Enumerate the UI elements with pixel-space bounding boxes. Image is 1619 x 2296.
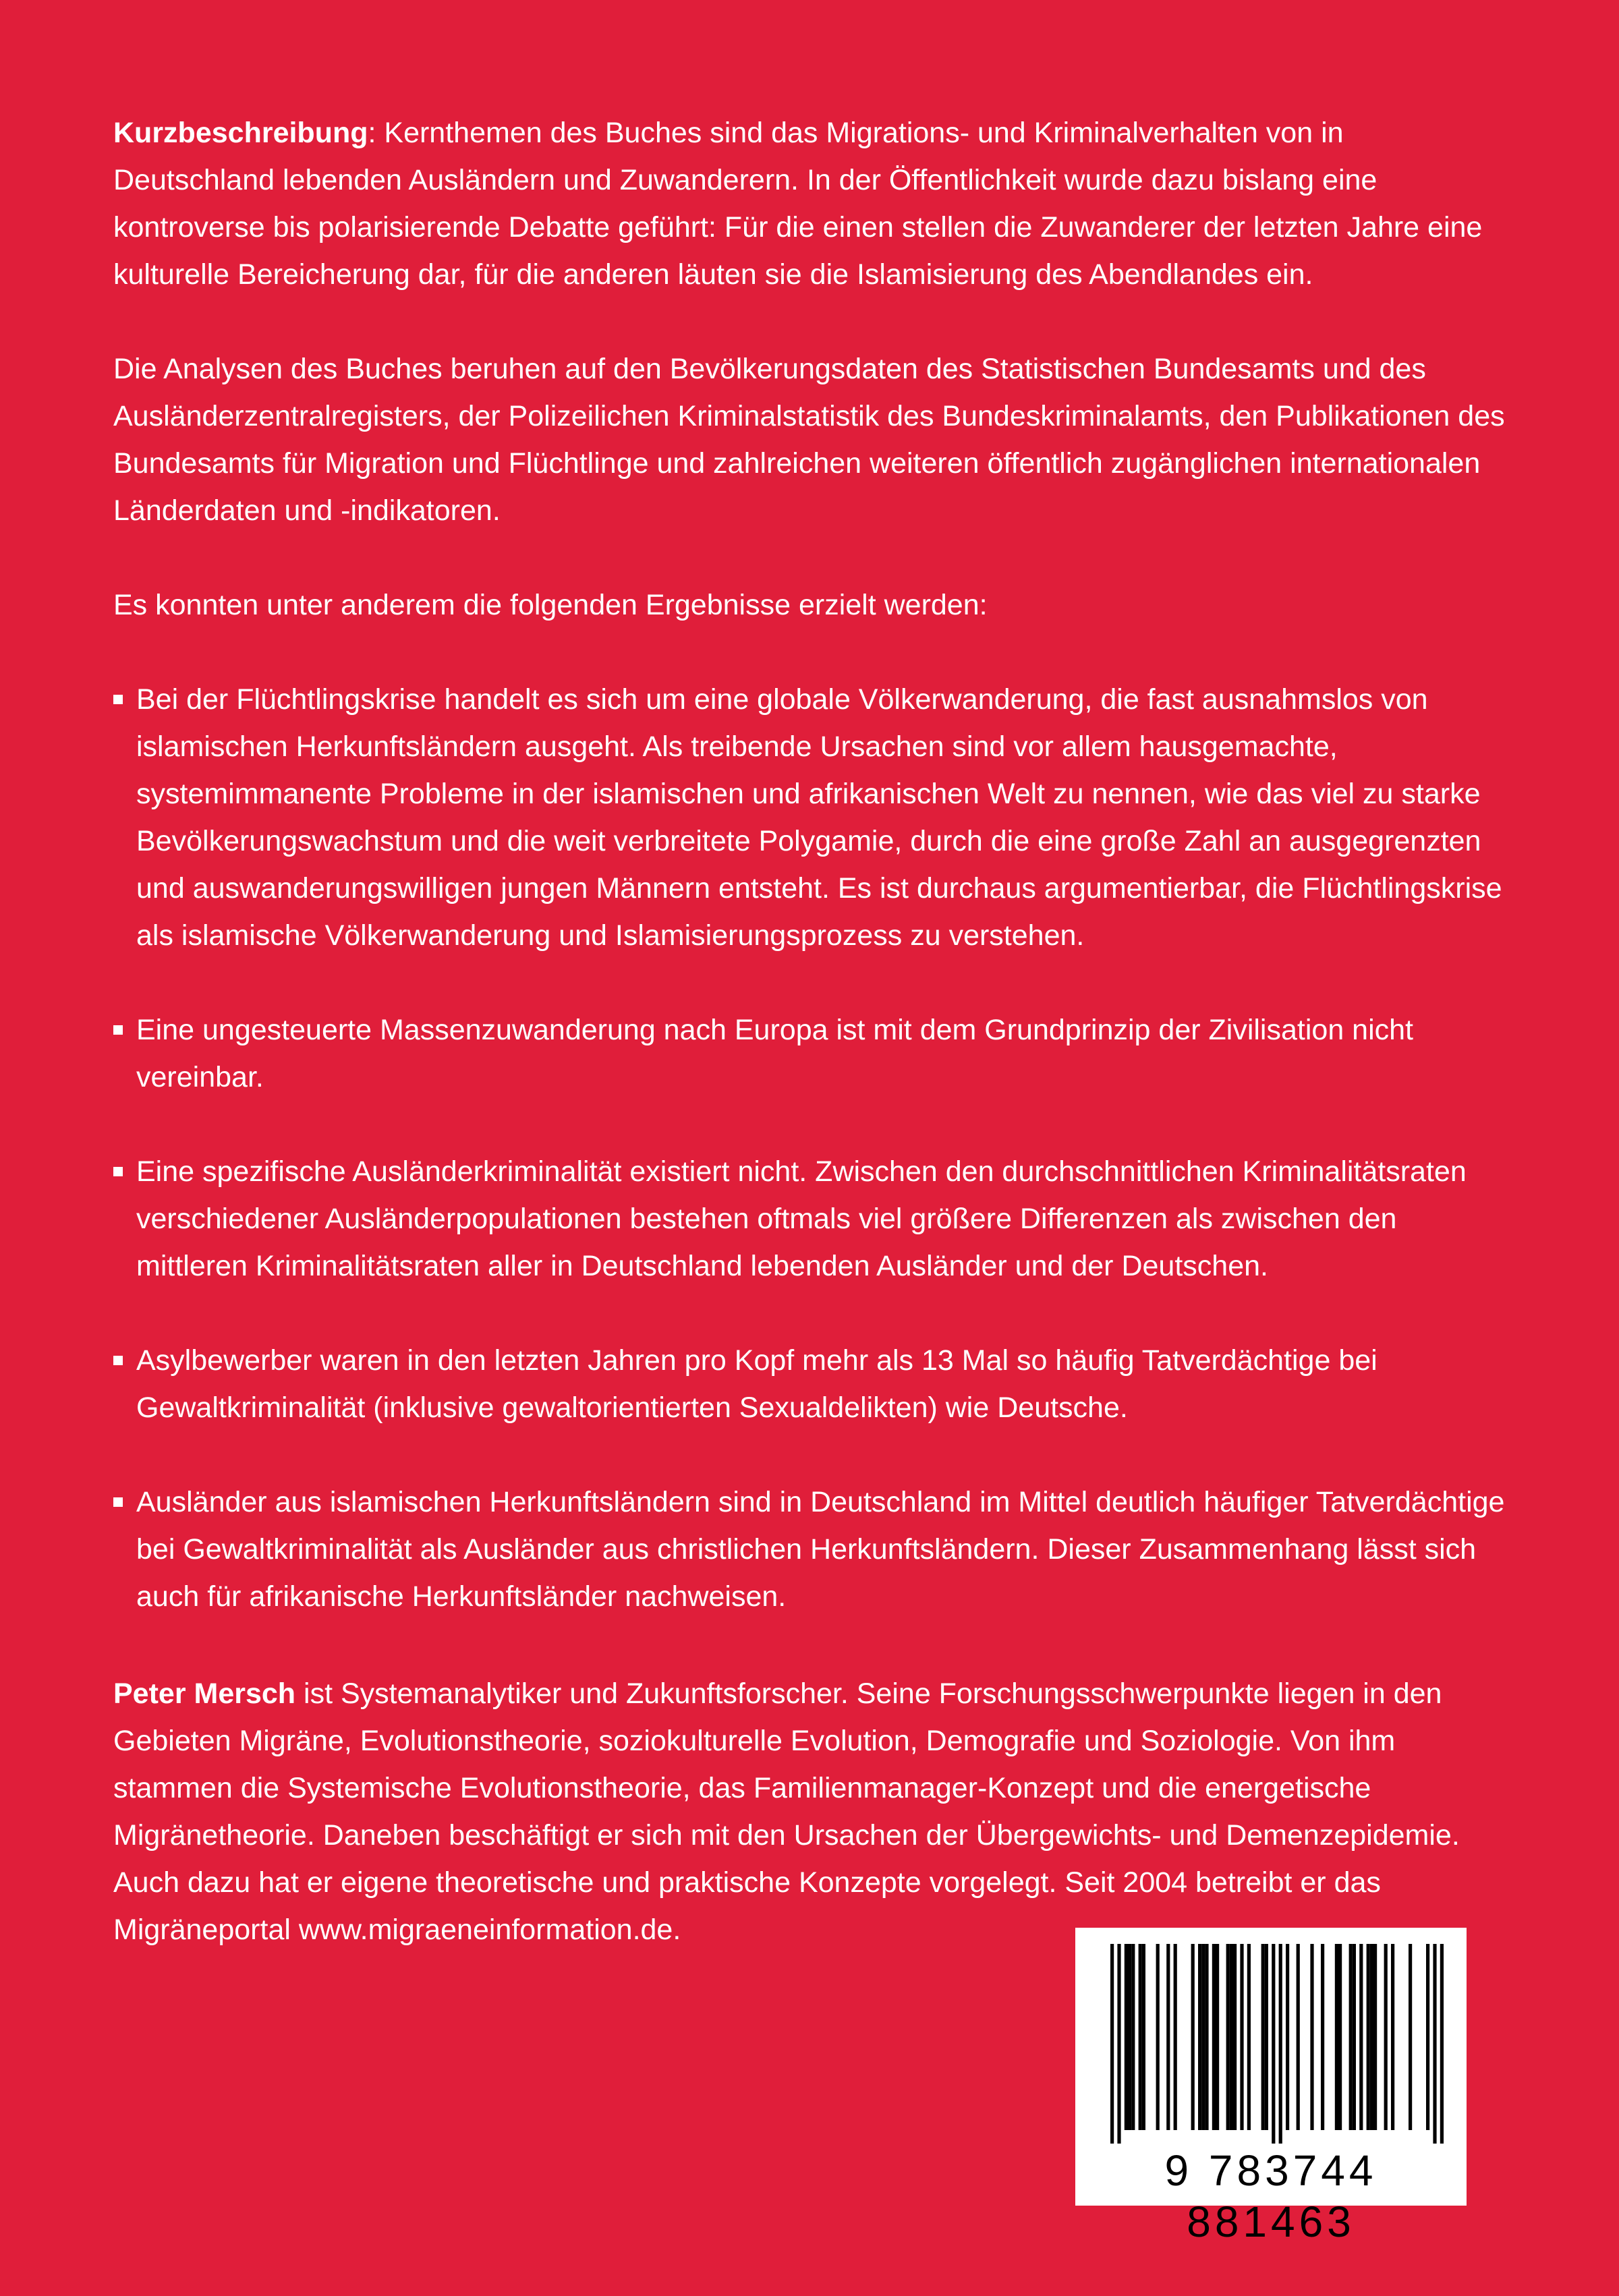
barcode-bar: [1338, 1944, 1342, 2130]
barcode-bar: [1201, 1944, 1205, 2130]
sources-paragraph: Die Analysen des Buches beruhen auf den Bevölkerungsdaten des Statistischen Bundesamts und des Ausländerzentralregisters, der Polizeilichen Kriminalstatistik des Bundeskriminalamts, den Publikationen des Bundesamts für Migration und Flüchtlinge und zahlreichen weiteren öffentlich zugänglichen internationalen Länderdaten und -indikatoren.: [113, 353, 1505, 527]
barcode-bar: [1166, 1944, 1170, 2130]
barcode-bar: [1310, 1944, 1313, 2130]
barcode-bar: [1359, 1944, 1363, 2130]
barcode-bar: [1349, 1944, 1353, 2130]
barcode-bar: [1261, 1944, 1265, 2130]
barcode-bar: [1373, 1944, 1377, 2130]
author-bio-text: ist Systemanalytiker und Zukunftsforscher. Seine Forschungsschwerpunkte liegen in den Gebieten Migräne, Evolutionstheorie, soziokulturelle Evolution, Demografie und Soziologie. Von ihm stammen die Systemische Evolutionstheorie, das Familienmanager-Konzept und die energetische Migränetheorie. Daneben beschäftigt er sich mit den Ursachen der Übergewichts- und Demenzepidemie. Auch dazu hat er eigene theoretische und praktische Konzepte vorgelegt. Seit 2004 betreibt er das Migräneportal www.migraeneinformation.de.: [113, 1677, 1460, 1946]
barcode-bar: [1440, 1944, 1444, 2144]
author-name: Peter Mersch: [113, 1677, 296, 1710]
description-lead: Kurzbeschreibung: [113, 117, 368, 149]
barcode-bar: [1240, 1944, 1243, 2130]
barcode-bar: [1353, 1944, 1356, 2130]
barcode-bar: [1265, 1944, 1268, 2130]
results-intro: Es konnten unter anderem die folgenden Ergebnisse erzielt werden:: [113, 589, 988, 621]
barcode-bar: [1391, 1944, 1394, 2130]
barcode-bar: [1174, 1944, 1177, 2130]
barcode-bar: [1131, 1944, 1135, 2130]
barcode-bar: [1286, 1944, 1289, 2130]
bullet-icon: [113, 1497, 123, 1507]
finding-item: [113, 1006, 1508, 1101]
barcode-bar: [1272, 1944, 1275, 2144]
finding-item: [113, 1479, 1508, 1620]
barcode-number: 9 783744 881463: [1164, 2146, 1377, 2246]
barcode-bar: [1128, 1944, 1131, 2130]
barcode-bar: [1409, 1944, 1412, 2130]
finding-text: Ausländer aus islamischen Herkunftsländern sind in Deutschland im Mittel deutlich häufiger Tatverdächtige bei Gewaltkriminalität als Ausländer aus christlichen Herkunftsländern. Dieser Zusammenhang lässt sich auch für afrikanische Herkunftsländer nachweisen.: [136, 1486, 1505, 1613]
barcode-bar: [1212, 1944, 1216, 2130]
finding-item: [113, 676, 1508, 959]
bullet-icon: [113, 695, 123, 704]
barcode-bar: [1191, 1944, 1195, 2130]
finding-text: Eine ungesteuerte Massenzuwanderung nach Europa ist mit dem Grundprinzip der Zivilisation nicht vereinbar.: [136, 1014, 1414, 1093]
barcode-bars: [1075, 1928, 1467, 2144]
barcode-bar: [1156, 1944, 1160, 2130]
barcode-bar: [1367, 1944, 1370, 2130]
cover-text: [113, 109, 1508, 1667]
isbn-barcode: [1075, 1928, 1467, 2246]
barcode-bar: [1297, 1944, 1300, 2130]
description-paragraph: [113, 109, 1508, 298]
barcode-bar: [1198, 1944, 1201, 2130]
barcode-bar: [1426, 1944, 1429, 2130]
barcode-bar: [1370, 1944, 1373, 2130]
barcode-bar: [1384, 1944, 1388, 2130]
barcode-bar: [1216, 1944, 1219, 2130]
barcode-bar: [1279, 1944, 1282, 2144]
barcode-bar: [1205, 1944, 1208, 2130]
barcode-bar: [1230, 1944, 1233, 2130]
barcode-bar: [1247, 1944, 1251, 2130]
bullet-icon: [113, 1025, 123, 1035]
bullet-icon: [113, 1356, 123, 1365]
barcode-bar: [1110, 1944, 1114, 2144]
finding-text: Asylbewerber waren in den letzten Jahren pro Kopf mehr als 13 Mal so häufig Tatverdächtige bei Gewaltkriminalität (inklusive gewaltorientierten Sexualdelikten) wie Deutsche.: [136, 1344, 1377, 1424]
finding-item: [113, 1148, 1508, 1290]
barcode-bar: [1335, 1944, 1338, 2130]
barcode-bar: [1433, 1944, 1436, 2144]
author-bio: [113, 1670, 1508, 1953]
barcode-bar: [1117, 1944, 1120, 2144]
finding-item: [113, 1337, 1508, 1431]
barcode-bar: [1142, 1944, 1145, 2130]
bullet-icon: [113, 1167, 123, 1176]
findings-list: [113, 676, 1508, 1620]
barcode-bar: [1226, 1944, 1230, 2130]
finding-text: Bei der Flüchtlingskrise handelt es sich um eine globale Völkerwanderung, die fast ausnahmslos von islamischen Herkunftsländern ausgeht. Als treibende Ursachen sind vor allem hausgemachte, systemimmanente Probleme in der islamischen und afrikanischen Welt zu nennen, wie das viel zu starke Bevölkerungswachstum und die weit verbreitete Polygamie, durch die eine große Zahl an ausgegrenzten und auswanderungswilligen jungen Männern entsteht. Es ist durchaus argumentierbar, die Flüchtlingskrise als islamische Völkerwanderung und Islamisierungsprozess zu verstehen.: [136, 683, 1502, 952]
finding-text: Eine spezifische Ausländerkriminalität existiert nicht. Zwischen den durchschnittlichen Kriminalitätsraten verschiedener Ausländerpopulationen bestehen oftmals viel größere Differenzen als zwischen den mittleren Kriminalitätsraten aller in Deutschland lebenden Ausländer und der Deutschen.: [136, 1155, 1467, 1282]
barcode-bar: [1321, 1944, 1324, 2130]
description-text: : Kernthemen des Buches sind das Migrations- und Kriminalverhalten von in Deutschland lebenden Ausländern und Zuwanderern. In der Öffentlichkeit wurde dazu bislang eine kontroverse bis polarisierende Debatte geführt: Für die einen stellen die Zuwanderer der letzten Jahre eine kulturelle Bereicherung dar, für die anderen läuten sie die Islamisierung des Abendlandes ein.: [113, 117, 1483, 291]
barcode-bar: [1125, 1944, 1128, 2130]
barcode-bar: [1139, 1944, 1142, 2130]
barcode-bar: [1233, 1944, 1237, 2130]
